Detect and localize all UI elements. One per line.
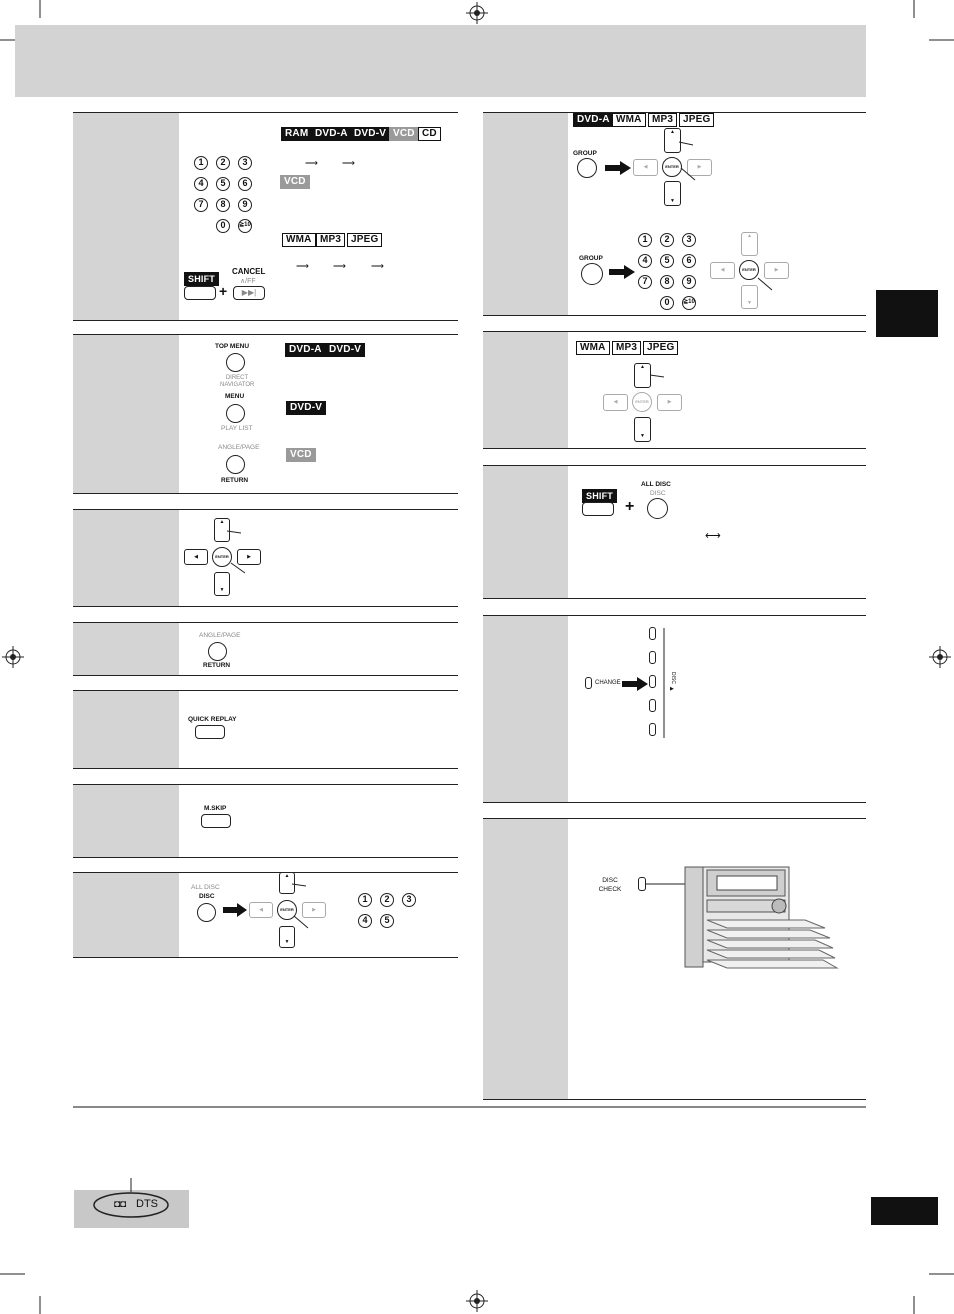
shift-button[interactable] (582, 502, 614, 516)
arrow-right-icon (609, 265, 635, 279)
plus-sign: + (219, 283, 228, 299)
number-key-10[interactable]: ≧10 (682, 296, 696, 310)
shift-key-label: SHIFT (184, 272, 219, 286)
dolby-digital-icon: ◘◘ (114, 1199, 127, 1210)
badge-dvd-a: DVD-A (285, 343, 326, 357)
section-label (483, 819, 568, 1099)
number-key-6[interactable]: 7 (194, 198, 208, 212)
enter-button[interactable]: ENTER (277, 900, 297, 920)
number-key-10[interactable]: ≧10 (238, 219, 252, 233)
shift-key-label: SHIFT (582, 489, 617, 503)
number-key-8[interactable]: 9 (238, 198, 252, 212)
disc-check-label: DISC CHECK (598, 877, 622, 893)
menu-label: MENU (225, 393, 245, 400)
badge-dvd-v: DVD-V (286, 401, 326, 415)
section-label (73, 623, 179, 675)
number-key-0[interactable]: 1 (194, 156, 208, 170)
section-label (73, 785, 179, 857)
arrow-right-icon (223, 903, 247, 917)
section-m-skip (73, 784, 458, 858)
disc-marker-icon: ▶ (670, 686, 674, 692)
number-key-2[interactable]: 3 (682, 233, 696, 247)
quick-replay-button[interactable] (195, 725, 225, 739)
number-key-6[interactable]: 7 (638, 275, 652, 289)
number-key-3[interactable]: 4 (638, 254, 652, 268)
section-numbered-selection (73, 112, 458, 321)
disc-select-button[interactable] (649, 723, 656, 736)
number-key-1[interactable]: 2 (660, 233, 674, 247)
group-button[interactable] (581, 263, 603, 285)
enter-button[interactable]: ENTER (739, 260, 759, 280)
ff-label: ∧/FF (240, 278, 256, 285)
badge-ram: RAM (281, 127, 312, 141)
section-label (73, 691, 179, 768)
badge-dvd-a: DVD-A (311, 127, 352, 141)
disc-bracket (660, 628, 668, 738)
cursor-right-button[interactable]: ▶ (657, 394, 682, 411)
play-list-label: PLAY LIST (221, 425, 253, 432)
number-key-1[interactable]: 2 (216, 156, 230, 170)
number-key-0[interactable]: 1 (638, 233, 652, 247)
callout-line (648, 372, 668, 382)
badge-wma: WMA (612, 113, 646, 127)
number-key-2[interactable]: 3 (402, 893, 416, 907)
number-key-1[interactable]: 2 (380, 893, 394, 907)
badge-dvd-a: DVD-A (573, 113, 614, 127)
header-banner (15, 25, 866, 97)
change-button[interactable] (585, 677, 592, 689)
section-label (73, 873, 179, 957)
shift-button[interactable] (184, 286, 216, 300)
cursor-up-button[interactable]: ▲ (214, 518, 230, 542)
section-label (73, 510, 179, 606)
cursor-left-button[interactable]: ◀ (184, 549, 208, 565)
cursor-left-button[interactable]: ◀ (633, 159, 658, 176)
disc-vertical-label: DISC (670, 672, 676, 684)
badge-mp3: MP3 (648, 113, 677, 127)
arrow-right-icon (605, 161, 631, 175)
top-menu-label: TOP MENU (215, 343, 250, 350)
section-cursor (73, 509, 458, 607)
group-label: GROUP (573, 150, 597, 157)
divider (73, 1106, 866, 1108)
badge-wma: WMA (282, 233, 316, 247)
badge-vcd: VCD (286, 448, 316, 462)
section-quick-replay (73, 690, 458, 769)
return-button[interactable] (226, 455, 245, 474)
badge-wma: WMA (576, 341, 610, 355)
badge-cd: CD (418, 127, 441, 141)
arrow-icon: ⟶ (296, 261, 309, 271)
number-key-9[interactable]: 0 (660, 296, 674, 310)
cursor-up-button[interactable]: ▲ (634, 363, 651, 388)
cursor-down-button[interactable]: ▼ (741, 285, 758, 309)
arrow-icon: ⟶ (305, 158, 318, 168)
dts-label: DTS (136, 1198, 158, 1210)
cursor-up-button[interactable]: ▲ (279, 872, 295, 894)
cursor-down-button[interactable]: ▼ (634, 417, 651, 442)
callout-lines (677, 138, 707, 188)
cursor-left-button[interactable]: ◀ (603, 394, 628, 411)
number-key-9[interactable]: 0 (216, 219, 230, 233)
angle-page-label: ANGLE/PAGE (218, 444, 260, 451)
arrow-icon: ⟶ (333, 261, 346, 271)
disc-label: DISC (199, 893, 215, 900)
badge-jpeg: JPEG (679, 113, 714, 127)
m-skip-button[interactable] (201, 814, 231, 828)
disc-select-button[interactable] (649, 627, 656, 640)
arrow-right-icon (622, 677, 648, 691)
callout-lines (290, 880, 330, 932)
badge-dvd-v: DVD-V (325, 343, 365, 357)
section-label (73, 335, 179, 493)
section-disc-change (483, 615, 866, 803)
group-button[interactable] (577, 158, 597, 178)
angle-page-label: ANGLE/PAGE (199, 632, 241, 639)
callout-lines (225, 527, 265, 577)
cursor-down-button[interactable]: ▼ (214, 572, 230, 596)
cursor-right-button[interactable]: ▶ (687, 159, 712, 176)
enter-button[interactable]: ENTER (212, 547, 232, 567)
section-label (483, 466, 568, 598)
direct-navigator-label: DIRECT NAVIGATOR (220, 375, 255, 388)
plus-sign: + (625, 498, 635, 515)
badge-dvd-v: DVD-V (350, 127, 390, 141)
number-key-4[interactable]: 5 (660, 254, 674, 268)
badge-mp3: MP3 (316, 233, 345, 247)
all-disc-button[interactable] (647, 498, 668, 519)
all-disc-label: ALL DISC (641, 481, 671, 488)
m-skip-label: M.SKIP (204, 805, 227, 812)
enter-button[interactable]: ENTER (662, 157, 682, 177)
enter-button[interactable]: ENTER (632, 392, 652, 412)
menu-button[interactable] (226, 404, 245, 423)
section-menus (73, 334, 458, 494)
cursor-up-button[interactable]: ▲ (664, 128, 681, 153)
number-key-3[interactable]: 4 (194, 177, 208, 191)
badge-jpeg: JPEG (347, 233, 382, 247)
return-label: RETURN (221, 477, 249, 484)
badge-vcd: VCD (389, 127, 419, 141)
cursor-right-button[interactable]: ▶ (764, 262, 789, 279)
return-button[interactable] (208, 642, 227, 661)
number-key-4[interactable]: 5 (216, 177, 230, 191)
skip-forward-button[interactable]: ▶▶| (233, 286, 265, 300)
disc-button[interactable] (197, 903, 216, 922)
number-key-3[interactable]: 4 (358, 914, 372, 928)
badge-mp3: MP3 (612, 341, 641, 355)
dts-indicator-illustration (90, 1178, 180, 1220)
number-key-2[interactable]: 3 (238, 156, 252, 170)
number-key-8[interactable]: 9 (682, 275, 696, 289)
number-key-7[interactable]: 8 (660, 275, 674, 289)
side-tab (876, 290, 938, 337)
disc-select-button[interactable] (649, 699, 656, 712)
change-label: CHANGE (595, 680, 621, 686)
arrow-icon: ⟶ (371, 261, 384, 271)
quick-replay-label: QUICK REPLAY (188, 716, 237, 723)
group-label: GROUP (579, 255, 603, 262)
cursor-down-button[interactable]: ▼ (664, 181, 681, 206)
section-all-disc (483, 465, 866, 599)
section-label (483, 332, 568, 448)
stereo-unit-illustration (645, 862, 845, 977)
cursor-down-button[interactable]: ▼ (279, 926, 295, 948)
section-label (73, 113, 179, 320)
cursor-right-button[interactable]: ▶ (302, 902, 326, 918)
number-key-7[interactable]: 8 (216, 198, 230, 212)
arrow-icon: ⟶ (342, 158, 355, 168)
number-key-5[interactable]: 6 (682, 254, 696, 268)
number-key-5[interactable]: 6 (238, 177, 252, 191)
two-way-arrow-icon: ⟷ (705, 530, 721, 542)
disc-select-button[interactable] (649, 651, 656, 664)
badge-vcd: VCD (280, 175, 310, 189)
section-label (483, 113, 568, 315)
cursor-left-button[interactable]: ◀ (249, 902, 273, 918)
disc-label: DISC (650, 490, 666, 497)
top-menu-button[interactable] (226, 353, 245, 372)
section-label (483, 616, 568, 802)
page-number-tab (871, 1197, 938, 1225)
badge-jpeg: JPEG (643, 341, 678, 355)
all-disc-label: ALL DISC (191, 884, 220, 891)
cursor-up-button[interactable]: ▲ (741, 232, 758, 256)
return-label: RETURN (203, 662, 231, 669)
section-return (73, 622, 458, 676)
cancel-label: CANCEL (232, 267, 266, 276)
number-key-0[interactable]: 1 (358, 893, 372, 907)
cursor-left-button[interactable]: ◀ (710, 262, 735, 279)
cursor-right-button[interactable]: ▶ (237, 549, 261, 565)
callout-line (756, 276, 776, 292)
number-key-4[interactable]: 5 (380, 914, 394, 928)
disc-select-button[interactable] (649, 675, 656, 688)
